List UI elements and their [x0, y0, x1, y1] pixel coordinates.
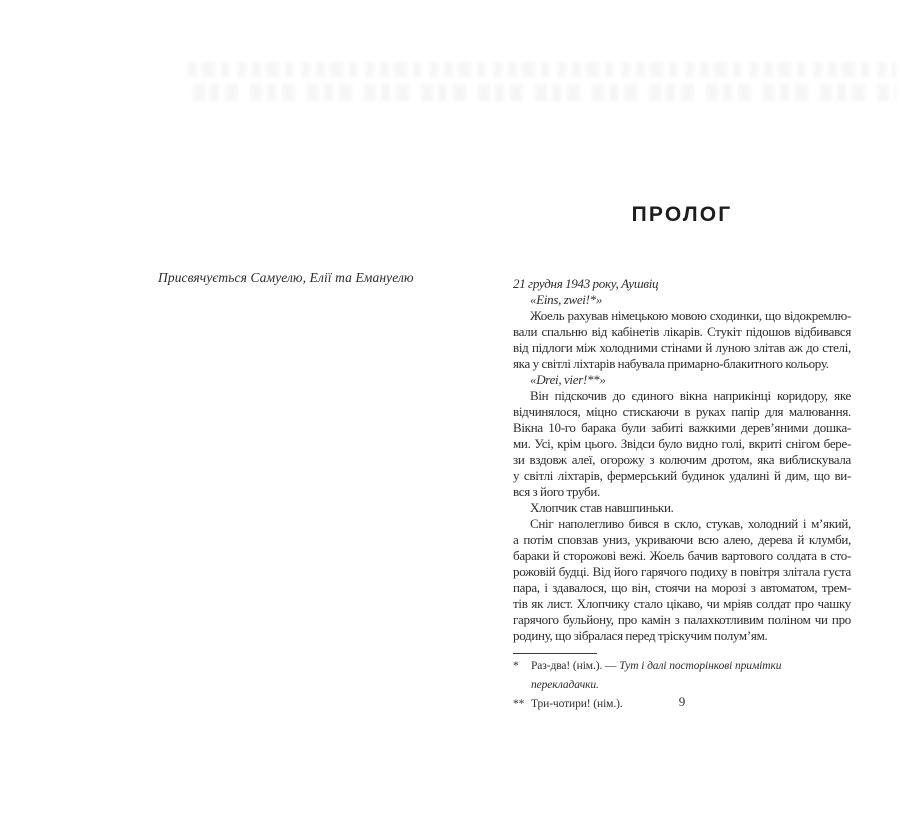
text-line: гарячого бульйону, про камін з палахкотливим поліном чи про	[513, 612, 851, 627]
text-line: у світлі ліхтарів, фермерський будинок удалині й дим, що ви-	[513, 468, 851, 483]
text-line: 21 грудня 1943 року, Аушвіц	[513, 276, 659, 291]
text-line: зи вздовж алеї, огорожу з колючим дротом, яка виблискувала	[513, 452, 851, 467]
text-line: ми. Усі, крім цього. Звідси було видно голі, вкриті снігом бере-	[513, 436, 851, 451]
scan-bleed-artifact	[188, 56, 896, 108]
page-number: 9	[678, 694, 686, 709]
footnote-item	[513, 657, 851, 695]
text-line: бараки й сторожові вежі. Жоель бачив вартового солдата в сто-	[513, 548, 851, 563]
footnote-rule	[513, 653, 597, 654]
footnote-marker: **	[513, 698, 525, 710]
body-text	[513, 276, 851, 644]
footnote-marker: *	[513, 660, 519, 672]
chapter-heading: ПРОЛОГ	[631, 203, 733, 226]
text-line: вали спальню від кабінетів лікарів. Стукіт підошов відбивався	[513, 324, 851, 339]
text-line: Сніг наполегливо бився в скло, стукав, холодний і м’який,	[530, 516, 851, 531]
text-line: вся з його труби.	[513, 484, 600, 499]
text-line: а потім сповзав униз, укриваючи всю алею, дерева й клумби,	[513, 532, 851, 547]
footnote-text-italic: Тут і далі посторінкові примітки перекладачки.	[531, 660, 782, 691]
text-line: від підлоги між холодними стінами й луною злітав аж до стелі,	[513, 340, 851, 355]
text-line: Жоель рахував німецькою мовою сходинки, що відокремлю-	[530, 308, 851, 323]
text-line: «Drei, vier!**»	[530, 372, 606, 387]
text-line: Хлопчик став навшпиньки.	[530, 500, 674, 515]
text-line: пара, і здавалося, що він, стоячи на морозі з автоматом, трем-	[513, 580, 851, 595]
dedication-text: Присвячується Самуелю, Елії та Емануелю	[158, 269, 414, 285]
text-line: відчинялося, міцно стискаючи в руках папір для малювання.	[513, 404, 851, 419]
footnote-text: Раз-два! (нім.). —	[531, 660, 620, 672]
footnote-text: Три-чотири! (нім.).	[531, 698, 623, 710]
text-line: яка у світлі ліхтарів набувала примарно-блакитного кольору.	[513, 356, 829, 371]
text-line: рожовій будці. Від його гарячого подиху в повітря злітала густа	[513, 564, 851, 579]
text-line: родину, що зібралася перед тріскучим полум’ям.	[513, 628, 768, 643]
text-line: Вікна 10-го барака були забиті важкими дерев’яними дошка-	[513, 420, 851, 435]
text-line: тів як лист. Хлопчику стало цікаво, чи мріяв солдат про чашку	[513, 596, 851, 611]
text-line: «Eins, zwei!*»	[530, 292, 603, 307]
text-line: Він підскочив до єдиного вікна наприкінці коридору, яке	[530, 388, 851, 403]
